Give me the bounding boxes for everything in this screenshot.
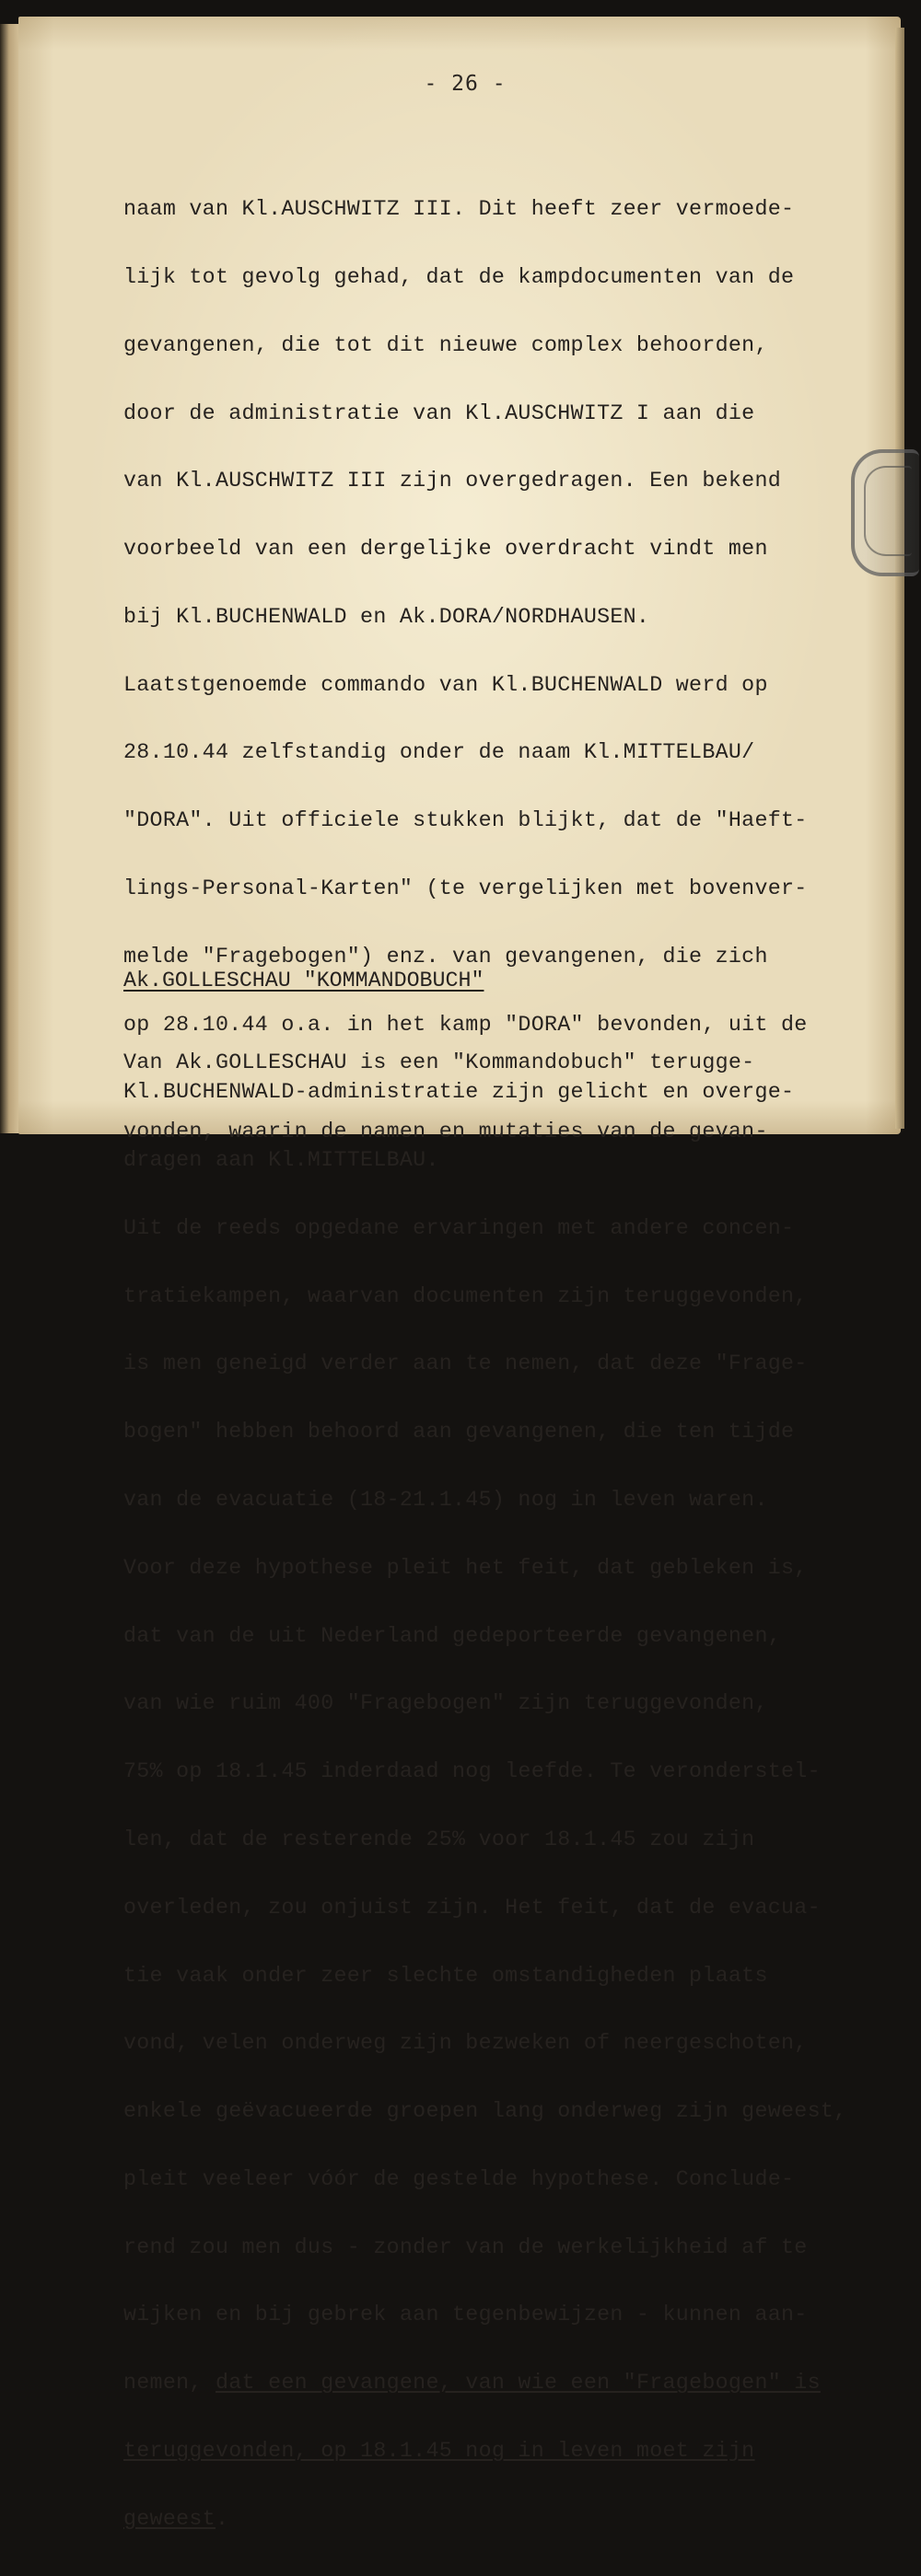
text-line: overleden, zou onjuist zijn. Het feit, dat de evacua- [123, 1895, 821, 1920]
underlined-text: geweest [123, 2506, 216, 2531]
text-line: wijken en bij gebrek aan tegenbewijzen - kunnen aan- [123, 2303, 808, 2327]
paper-clip-inner-loop [864, 466, 912, 556]
text-line: tratiekampen, waarvan documenten zijn teruggevonden, [123, 1283, 808, 1308]
text-line: bogen" hebben behoord aan gevangenen, die ten tijde [123, 1420, 795, 1445]
underlined-text: dat een gevangene, van wie een "Fragebogen" is [215, 2371, 821, 2396]
text-line: Voor deze hypothese pleit het feit, dat gebleken is, [123, 1555, 808, 1580]
text-line: lijk tot gevolg gehad, dat de kampdocumenten van de [123, 264, 795, 289]
underlined-conclusion-line-2 [123, 2440, 888, 2463]
text-line: vond, velen onderweg zijn bezweken of neergeschoten, [123, 2031, 808, 2056]
section-heading: Ak.GOLLESCHAU "KOMMANDOBUCH" [123, 969, 484, 992]
text-line: dat van de uit Nederland gedeporteerde gevangenen, [123, 1623, 782, 1648]
page-left-edge [0, 24, 20, 1133]
text-line: "DORA". Uit officiele stukken blijkt, dat de "Haeft- [123, 808, 808, 833]
text-line: enkele geëvacueerde groepen lang onderweg zijn geweest, [123, 2099, 847, 2124]
text-line: rend zou men dus - zonder van de werkelijkheid af te [123, 2234, 808, 2259]
underlined-conclusion-line-1 [123, 2372, 888, 2395]
conclusion-tail-text: . [215, 2506, 229, 2531]
text-line: 75% op 18.1.45 inderdaad nog leefde. Te veronderstel- [123, 1759, 821, 1784]
text-line: is men geneigd verder aan te nemen, dat deze "Frage- [123, 1352, 808, 1376]
text-line: van Kl.AUSCHWITZ III zijn overgedragen. Een bekend [123, 469, 782, 493]
conclusion-lead-text: nemen, [123, 2371, 216, 2396]
text-line: dragen aan Kl.MITTELBAU. [123, 1148, 439, 1173]
text-line: naam van Kl.AUSCHWITZ III. Dit heeft zeer vermoede- [123, 197, 795, 222]
text-line: vonden, waarin de namen en mutaties van de gevan- [123, 1120, 768, 1143]
text-line: Van Ak.GOLLESCHAU is een "Kommandobuch" terugge- [123, 1050, 755, 1074]
text-line: melde "Fragebogen") enz. van gevangenen, die zich [123, 944, 768, 969]
text-line: pleit veeleer vóór de gestelde hypothese. Conclude- [123, 2166, 795, 2191]
text-line: Laatstgenoemde commando van Kl.BUCHENWALD werd op [123, 672, 768, 697]
text-line: van de evacuatie (18-21.1.45) nog in leven waren. [123, 1488, 768, 1513]
text-line: door de administratie van Kl.AUSCHWITZ I aan die [123, 400, 755, 425]
text-line: gevangenen, die tot dit nieuwe complex behoorden, [123, 332, 768, 357]
text-line: op 28.10.44 o.a. in het kamp "DORA" bevonden, uit de [123, 1012, 808, 1037]
text-line: Kl.BUCHENWALD-administratie zijn gelicht en overge- [123, 1080, 795, 1105]
text-line: Uit de reeds opgedane ervaringen met andere concen- [123, 1215, 795, 1240]
text-line: tie vaak onder zeer slechte omstandigheden plaats [123, 1963, 768, 1988]
text-line: van wie ruim 400 "Fragebogen" zijn teruggevonden, [123, 1691, 768, 1716]
underlined-text: teruggevonden, op 18.1.45 nog in leven moet zijn [123, 2438, 755, 2463]
underlined-conclusion-line-3 [123, 2508, 888, 2531]
text-line: 28.10.44 zelfstandig onder de naam Kl.MITTELBAU/ [123, 740, 755, 765]
body-text [123, 153, 888, 2576]
page-right-edge [895, 28, 904, 1129]
text-line: lings-Personal-Karten" (te vergelijken met bovenver- [123, 876, 808, 900]
section-text [123, 1005, 768, 1189]
text-line: voorbeeld van een dergelijke overdracht vindt men [123, 537, 768, 562]
text-line: len, dat de resterende 25% voor 18.1.45 zou zijn [123, 1827, 755, 1851]
text-line: bij Kl.BUCHENWALD en Ak.DORA/NORDHAUSEN. [123, 604, 650, 629]
page-number: - 26 - [424, 72, 507, 96]
